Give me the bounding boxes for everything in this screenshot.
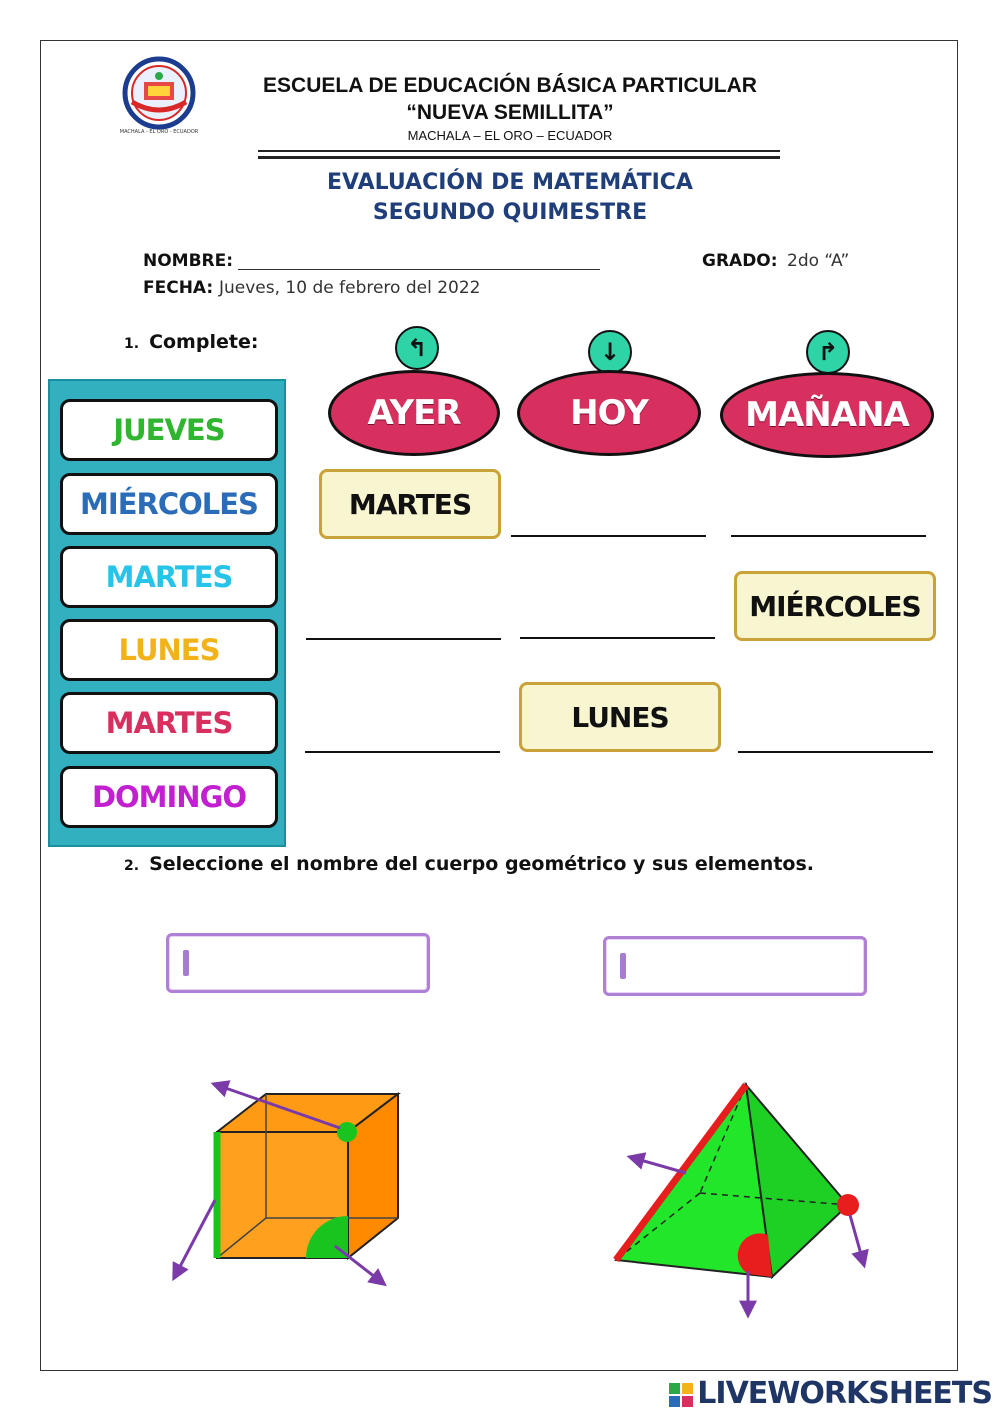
question-2-text: Seleccione el nombre del cuerpo geométrico y sus elementos. [149,853,814,875]
name-line [238,269,600,270]
down-arrow-icon: ↓ [588,330,632,374]
question-1-number: 1. [124,336,140,352]
select-cursor-icon [620,953,626,979]
question-1-text: Complete: [149,331,259,353]
header-manana: MAÑANA [720,372,934,458]
school-location: MACHALA – EL ORO – ECUADOR [407,128,613,143]
logo-caption: MACHALA - EL ORO - ECUADOR [119,129,199,135]
drop-blank-row1-manana[interactable] [731,535,926,537]
day-palette [48,379,286,847]
evaluation-title: EVALUACIÓN DE MATEMÁTICA [327,170,693,195]
evaluation-subtitle: SEGUNDO QUIMESTRE [372,200,648,225]
header-hoy: HOY [517,370,701,456]
angle-pointer-arrow-icon [335,1246,384,1284]
edge-pointer-arrow-icon [174,1200,215,1278]
school-name-line2: “NUEVA SEMILLITA” [406,101,614,124]
given-miercoles: MIÉRCOLES [734,571,936,641]
given-martes: MARTES [319,469,501,539]
question-2-number: 2. [124,858,140,874]
given-lunes: LUNES [519,682,721,752]
drop-blank-row1-hoy[interactable] [511,535,706,537]
drop-blank-row2-ayer[interactable] [306,638,501,640]
palette-chip-jueves[interactable]: JUEVES [60,399,278,461]
select-cursor-icon [183,950,189,976]
drop-blank-row3-ayer[interactable] [305,751,500,753]
name-label: NOMBRE: [143,251,234,271]
question-2-prompt [124,853,814,875]
drop-blank-row2-hoy[interactable] [520,637,715,639]
header-rule-bottom [258,156,780,159]
edge-pointer-arrow-icon [630,1157,686,1173]
school-logo [118,56,200,136]
palette-chip-domingo[interactable]: DOMINGO [60,766,278,828]
watermark-text: LIVEWORKSHEETS [697,1376,992,1411]
header-rule-top [258,150,780,152]
question-1-prompt [124,331,258,353]
date-label: FECHA: [143,278,214,298]
cube-figure [160,1070,410,1300]
palette-chip-lunes[interactable]: LUNES [60,619,278,681]
pyramid-vertex-highlight [837,1194,859,1216]
school-name-line1: ESCUELA DE EDUCACIÓN BÁSICA PARTICULAR [263,74,757,97]
turn-right-arrow-icon: ↱ [806,330,850,374]
liveworksheets-watermark [669,1376,992,1411]
palette-chip-miercoles[interactable]: MIÉRCOLES [60,473,278,535]
grade-label: GRADO: [702,251,778,271]
pyramid-figure [600,1075,880,1320]
palette-chip-martes-2[interactable]: MARTES [60,692,278,754]
date-value: Jueves, 10 de febrero del 2022 [219,278,481,298]
grade-value: 2do “A” [787,251,850,271]
select-cube-name[interactable] [166,933,430,993]
palette-chip-martes-1[interactable]: MARTES [60,546,278,608]
select-pyramid-name[interactable] [603,936,867,996]
drop-blank-row3-manana[interactable] [738,751,933,753]
cube-vertex-highlight [337,1122,357,1142]
turn-left-arrow-icon: ↰ [395,326,439,370]
liveworksheets-logo-icon [669,1383,693,1407]
vertex-pointer-arrow-icon [850,1215,864,1265]
header-ayer: AYER [328,370,500,456]
